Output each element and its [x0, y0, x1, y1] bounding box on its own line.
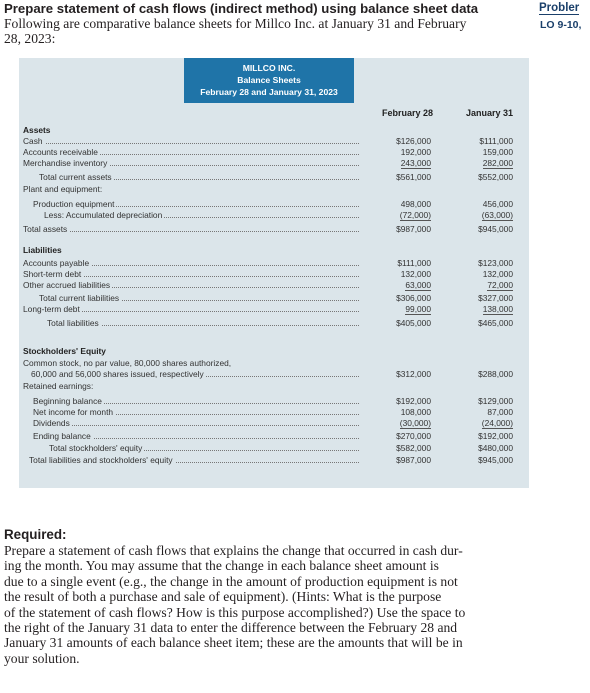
balance-sheet-row: [19, 380, 529, 392]
balance-sheet-row: [19, 183, 529, 195]
value-feb: $561,000: [396, 172, 431, 182]
required-title: Required:: [4, 527, 67, 542]
row-label: Assets: [23, 125, 51, 135]
value-jan: 282,000: [482, 158, 513, 168]
row-label: Total assets: [23, 224, 68, 234]
balance-sheet-row: [19, 279, 529, 291]
value-feb: $270,000: [396, 431, 431, 441]
balance-sheet-row: [19, 417, 529, 429]
value-feb: $405,000: [396, 318, 431, 328]
company-name: MILLCO INC.: [242, 63, 296, 73]
required-line: the right of the January 31 data to enter the difference between the February 28 and: [4, 620, 458, 636]
row-label: Accounts payable: [23, 258, 90, 268]
value-feb: $312,000: [396, 369, 431, 379]
row-label: Liabilities: [23, 245, 62, 255]
balance-sheet-row: [19, 430, 529, 442]
balance-sheet-row: [19, 171, 529, 183]
balance-sheet-row: [19, 303, 529, 315]
required-line: due to a single event (e.g., the change in the amount of production equipment is not: [4, 573, 458, 589]
required-line: your solution.: [4, 650, 80, 666]
balance-sheet-row: [19, 157, 529, 169]
required-line: of the statement of cash flows? How is this purpose accomplished?) Use the space to: [4, 604, 466, 620]
value-feb: (30,000): [399, 418, 431, 428]
value-jan: $327,000: [478, 293, 513, 303]
required-line: ing the month. You may assume that the change in each balance sheet amount is: [4, 558, 439, 574]
balance-sheet-row: [19, 317, 529, 329]
row-label: Short-term debt: [23, 269, 82, 279]
row-label: Accounts receivable: [23, 147, 98, 157]
row-label: Cash: [23, 136, 43, 146]
value-feb: $987,000: [396, 455, 431, 465]
value-feb: $582,000: [396, 443, 431, 453]
row-label: Total current liabilities: [39, 293, 120, 303]
value-jan: 87,000: [487, 407, 513, 417]
value-feb: 192,000: [400, 147, 431, 157]
row-label: Common stock, no par value, 80,000 shares authorized,: [23, 358, 232, 368]
leader-dots: [27, 143, 359, 144]
balance-sheet-row: [19, 244, 529, 256]
row-label: Total stockholders' equity: [49, 443, 143, 453]
row-label: Long-term debt: [23, 304, 80, 314]
value-jan: 132,000: [482, 269, 513, 279]
value-jan: $123,000: [478, 258, 513, 268]
balance-sheet-row: [19, 223, 529, 235]
row-label: 60,000 and 56,000 shares issued, respectively: [31, 369, 204, 379]
value-jan: $480,000: [478, 443, 513, 453]
row-label: Beginning balance: [33, 396, 102, 406]
row-label: Total liabilities: [47, 318, 99, 328]
balance-sheet-row: [19, 345, 529, 357]
value-jan: (24,000): [481, 418, 513, 428]
balance-sheet-row: [19, 368, 529, 380]
value-jan: 138,000: [482, 304, 513, 314]
row-label: Merchandise inventory: [23, 158, 108, 168]
value-feb: (72,000): [399, 210, 431, 220]
balance-sheet-row: [19, 454, 529, 466]
balance-sheet-row: [19, 209, 529, 221]
row-label: Stockholders' Equity: [23, 346, 106, 356]
value-feb: $126,000: [396, 136, 431, 146]
row-label: Retained earnings:: [23, 381, 94, 391]
value-feb: 243,000: [400, 158, 431, 168]
value-jan: (63,000): [481, 210, 513, 220]
value-feb: $192,000: [396, 396, 431, 406]
row-label: Other accrued liabilities: [23, 280, 111, 290]
value-jan: $945,000: [478, 455, 513, 465]
value-feb: $306,000: [396, 293, 431, 303]
required-line: the result of both a purchase and sale of equipment). (Hints: What is the purpose: [4, 589, 442, 605]
required-line: Prepare a statement of cash flows that explains the change that occurred in cash dur-: [4, 543, 463, 558]
value-jan: $552,000: [478, 172, 513, 182]
value-jan: $288,000: [478, 369, 513, 379]
side-lo-label: LO 9-10,: [540, 19, 582, 31]
row-label: Less: Accumulated depreciation: [44, 210, 163, 220]
value-feb: 108,000: [400, 407, 431, 417]
value-jan: $129,000: [478, 396, 513, 406]
leader-dots: [27, 231, 359, 232]
value-jan: $192,000: [478, 431, 513, 441]
leader-dots: [37, 425, 359, 426]
row-label: Total current assets: [39, 172, 112, 182]
row-label: Plant and equipment:: [23, 184, 103, 194]
value-jan: 72,000: [487, 280, 513, 290]
value-feb: 498,000: [400, 199, 431, 209]
column-header-jan: January 31: [465, 108, 513, 118]
problem-title: Prepare statement of cash flows (indirect method) using balance sheet data: [4, 1, 479, 16]
value-jan: $465,000: [478, 318, 513, 328]
side-problem-label: Probler: [539, 2, 580, 14]
balance-sheet-row: [19, 442, 529, 454]
value-jan: $111,000: [479, 136, 513, 146]
value-feb: 63,000: [405, 280, 431, 290]
value-feb: $111,000: [397, 258, 431, 268]
required-text: [4, 543, 539, 666]
row-label: Total liabilities and stockholders' equity: [29, 455, 173, 465]
statement-name: Balance Sheets: [237, 75, 301, 85]
value-feb: 99,000: [405, 304, 431, 314]
value-jan: $945,000: [478, 224, 513, 234]
row-label: Dividends: [33, 418, 70, 428]
statement-period: February 28 and January 31, 2023: [200, 87, 338, 97]
value-feb: $987,000: [396, 224, 431, 234]
balance-sheet-panel: [19, 58, 529, 488]
required-line: January 31 amounts of each balance sheet item; these are the amounts that will be in: [4, 635, 463, 651]
intro-line-2: 28, 2023:: [4, 31, 56, 46]
row-label: Production equipment: [33, 199, 115, 209]
value-jan: 159,000: [482, 147, 513, 157]
intro-line-1: Following are comparative balance sheets for Millco Inc. at January 31 and February: [4, 16, 467, 31]
value-feb: 132,000: [400, 269, 431, 279]
column-header-feb: February 28: [381, 108, 433, 118]
row-label: Net income for month: [33, 407, 114, 417]
balance-sheet-banner: [184, 58, 354, 103]
value-jan: 456,000: [482, 199, 513, 209]
row-label: Ending balance: [33, 431, 91, 441]
